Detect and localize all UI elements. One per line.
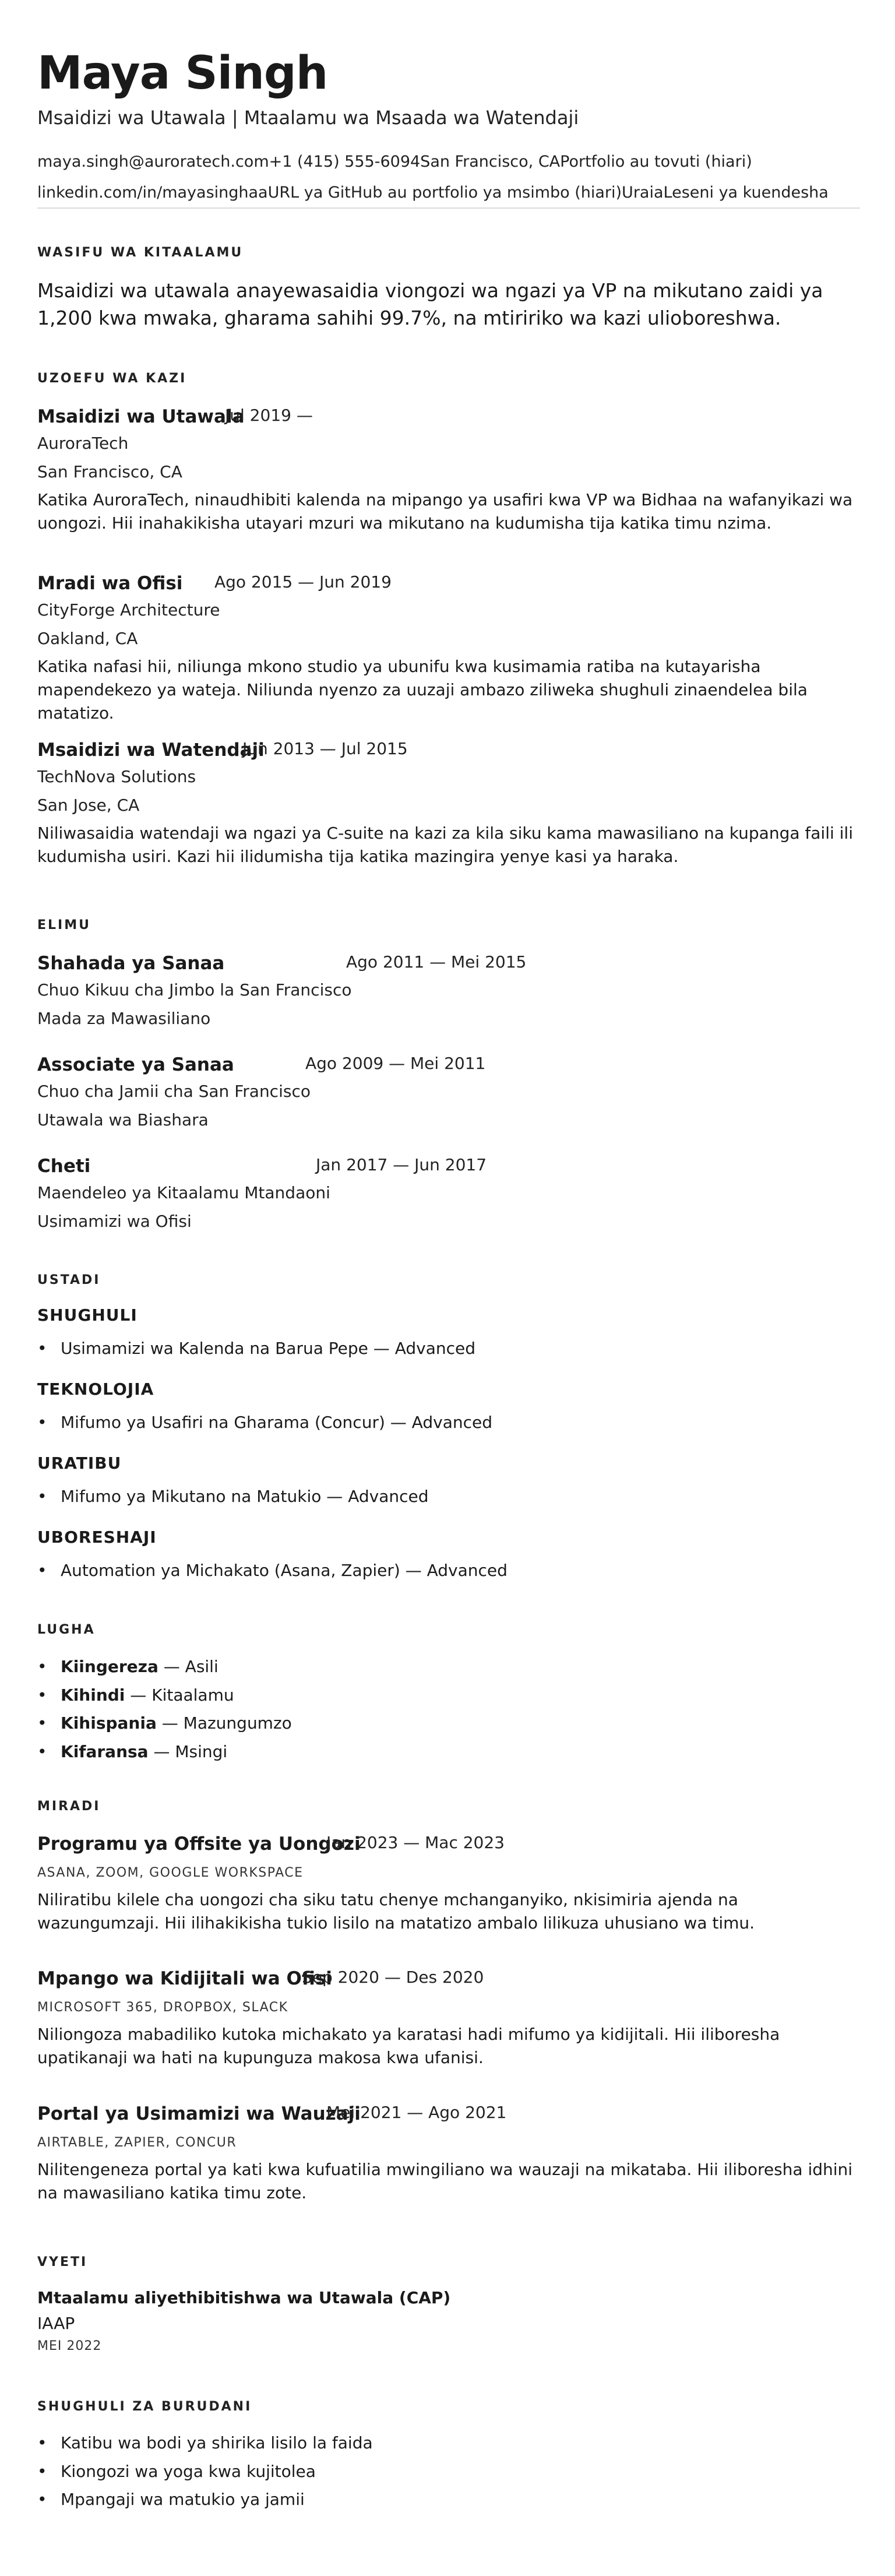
job-dates: Jul 2019 — bbox=[225, 406, 313, 425]
project-description: Niliongoza mabadiliko kutoka michakato ya karatasi hadi mifumo ya kidijitali. Hii iliboresha upatikanaji wa hati na kupunguza makosa kwa ufanisi. bbox=[37, 2025, 780, 2067]
certification-issuer: IAAP bbox=[37, 2314, 75, 2333]
job-title: Msaidizi wa Utawala bbox=[37, 406, 245, 427]
job-company: TechNova Solutions bbox=[37, 767, 196, 786]
school: Maendeleo ya Kitaalamu Mtandaoni bbox=[37, 1183, 330, 1202]
headline: Msaidizi wa Utawala | Mtaalamu wa Msaada wa Watendaji bbox=[37, 107, 579, 129]
language-level: — Msingi bbox=[148, 1742, 228, 1761]
job-location: San Jose, CA bbox=[37, 796, 140, 815]
job-dates: Ago 2015 — Jun 2019 bbox=[214, 572, 392, 592]
languages-section-title: LUGHA bbox=[37, 1623, 96, 1637]
job-company: AuroraTech bbox=[37, 434, 129, 453]
project-tech: AIRTABLE, ZAPIER, CONCUR bbox=[37, 2135, 237, 2150]
job-location: Oakland, CA bbox=[37, 629, 138, 648]
skill-item: • Automation ya Michakato (Asana, Zapier) — Advanced bbox=[61, 1561, 508, 1581]
skill-item: • Usimamizi wa Kalenda na Barua Pepe — Advanced bbox=[61, 1339, 475, 1359]
job-title: Mradi wa Ofisi bbox=[37, 573, 183, 594]
language-item bbox=[61, 1657, 219, 1677]
project-description: Niliratibu kilele cha uongozi cha siku tatu chenye mchanganyiko, nkisimiria ajenda na wazungumzaji. Hii ilihakikisha tukio lisilo na matatizo ambalo lilikuza uhusiano wa timu. bbox=[37, 1890, 755, 1933]
project-dates: Jan 2023 — Mac 2023 bbox=[326, 1833, 505, 1852]
summary-text: Msaidizi wa utawala anayewasaidia viongozi wa ngazi ya VP na mikutano zaidi ya 1,200 kwa mwaka, gharama sahihi 99.7%, na mtiririko wa kazi ulioboreshwa. bbox=[37, 279, 823, 329]
skill-item: • Mifumo ya Usafiri na Gharama (Concur) — Advanced bbox=[61, 1413, 492, 1433]
certification-date: MEI 2022 bbox=[37, 2339, 102, 2353]
degree: Cheti bbox=[37, 1156, 91, 1177]
language-item bbox=[61, 1742, 227, 1762]
skill-item: • Mifumo ya Mikutano na Matukio — Advanced bbox=[61, 1487, 429, 1507]
skills-section-title: USTADI bbox=[37, 1273, 101, 1287]
job-title: Msaidizi wa Watendaji bbox=[37, 740, 265, 761]
project-name: Programu ya Offsite ya Uongozi bbox=[37, 1834, 361, 1854]
candidate-name: Maya Singh bbox=[37, 47, 328, 100]
education-section-title: ELIMU bbox=[37, 918, 91, 932]
certification-name: Mtaalamu aliyethibitishwa wa Utawala (CAP) bbox=[37, 2288, 451, 2307]
skill-group-title: UBORESHAJI bbox=[37, 1528, 157, 1547]
job-description: Katika AuroraTech, ninaudhibiti kalenda na mipango ya usafiri kwa VP wa Bidhaa na wafanyikazi wa uongozi. Hii inahakikisha utayari mzuri wa mikutano na kudumisha tija katika timu nzima. bbox=[37, 490, 853, 533]
language-level: — Asili bbox=[158, 1657, 219, 1676]
skill-group-title: SHUGHULI bbox=[37, 1305, 138, 1325]
degree: Associate ya Sanaa bbox=[37, 1054, 234, 1075]
language-item bbox=[61, 1685, 234, 1705]
language-name: Kihindi bbox=[61, 1685, 125, 1705]
interests-section-title: SHUGHULI ZA BURUDANI bbox=[37, 2399, 252, 2414]
language-name: Kihispania bbox=[61, 1713, 157, 1733]
language-name: Kifaransa bbox=[61, 1742, 149, 1761]
job-dates: Jun 2013 — Jul 2015 bbox=[242, 739, 408, 758]
school: Chuo Kikuu cha Jimbo la San Francisco bbox=[37, 980, 352, 1000]
language-level: — Mazungumzo bbox=[156, 1713, 292, 1733]
degree: Shahada ya Sanaa bbox=[37, 953, 225, 974]
header-divider bbox=[37, 207, 860, 209]
skill-group-title: URATIBU bbox=[37, 1454, 122, 1473]
project-tech: MICROSOFT 365, DROPBOX, SLACK bbox=[37, 2000, 288, 2015]
experience-section-title: UZOEFU WA KAZI bbox=[37, 371, 187, 386]
job-company: CityForge Architecture bbox=[37, 600, 220, 620]
field-of-study: Usimamizi wa Ofisi bbox=[37, 1212, 192, 1231]
certifications-section-title: VYETI bbox=[37, 2255, 88, 2269]
education-dates: Ago 2011 — Mei 2015 bbox=[346, 952, 527, 972]
field-of-study: Utawala wa Biashara bbox=[37, 1110, 209, 1129]
skill-group-title: TEKNOLOJIA bbox=[37, 1380, 154, 1399]
interest-item: • Kiongozi wa yoga kwa kujitolea bbox=[61, 2462, 316, 2482]
education-dates: Ago 2009 — Mei 2011 bbox=[305, 1054, 486, 1073]
project-description: Nilitengeneza portal ya kati kwa kufuatilia mwingiliano wa wauzaji na mikataba. Hii iliboresha idhini na mawasiliano katika timu zote. bbox=[37, 2160, 853, 2202]
project-name: Portal ya Usimamizi wa Wauzaji bbox=[37, 2103, 361, 2124]
language-name: Kiingereza bbox=[61, 1657, 158, 1676]
interest-item: • Mpangaji wa matukio ya jamii bbox=[61, 2490, 305, 2510]
job-description: Katika nafasi hii, niliunga mkono studio ya ubunifu kwa kusimamia ratiba na kutayarisha mapendekezo ya wateja. Niliunda nyenzo za uuzaji ambazo ziliweka shughuli zinaendelea bila matatizo. bbox=[37, 657, 808, 723]
project-dates: Sep 2020 — Des 2020 bbox=[302, 1968, 484, 1987]
project-name: Mpango wa Kidijitali wa Ofisi bbox=[37, 1968, 332, 1989]
field-of-study: Mada za Mawasiliano bbox=[37, 1009, 211, 1028]
job-location: San Francisco, CA bbox=[37, 462, 182, 481]
school: Chuo cha Jamii cha San Francisco bbox=[37, 1082, 311, 1101]
projects-section-title: MIRADI bbox=[37, 1799, 101, 1814]
language-item bbox=[61, 1713, 292, 1733]
language-level: — Kitaalamu bbox=[125, 1685, 234, 1705]
project-dates: Mei 2021 — Ago 2021 bbox=[326, 2103, 507, 2122]
contact-line-primary: maya.singh@auroratech.com+1 (415) 555-6094San Francisco, CAPortfolio au tovuti (hiari) bbox=[37, 153, 752, 171]
contact-line-secondary: linkedin.com/in/mayasinghaaURL ya GitHub au portfolio ya msimbo (hiari)UraiaLeseni ya kuendesha bbox=[37, 184, 829, 202]
education-dates: Jan 2017 — Jun 2017 bbox=[316, 1155, 487, 1174]
project-tech: ASANA, ZOOM, GOOGLE WORKSPACE bbox=[37, 1866, 304, 1880]
interest-item: • Katibu wa bodi ya shirika lisilo la faida bbox=[61, 2433, 373, 2453]
job-description: Niliwasaidia watendaji wa ngazi ya C-suite na kazi za kila siku kama mawasiliano na kupanga faili ili kudumisha usiri. Kazi hii ilidumisha tija katika mazingira yenye kasi ya haraka. bbox=[37, 824, 853, 866]
summary-section-title: WASIFU WA KITAALAMU bbox=[37, 245, 244, 260]
